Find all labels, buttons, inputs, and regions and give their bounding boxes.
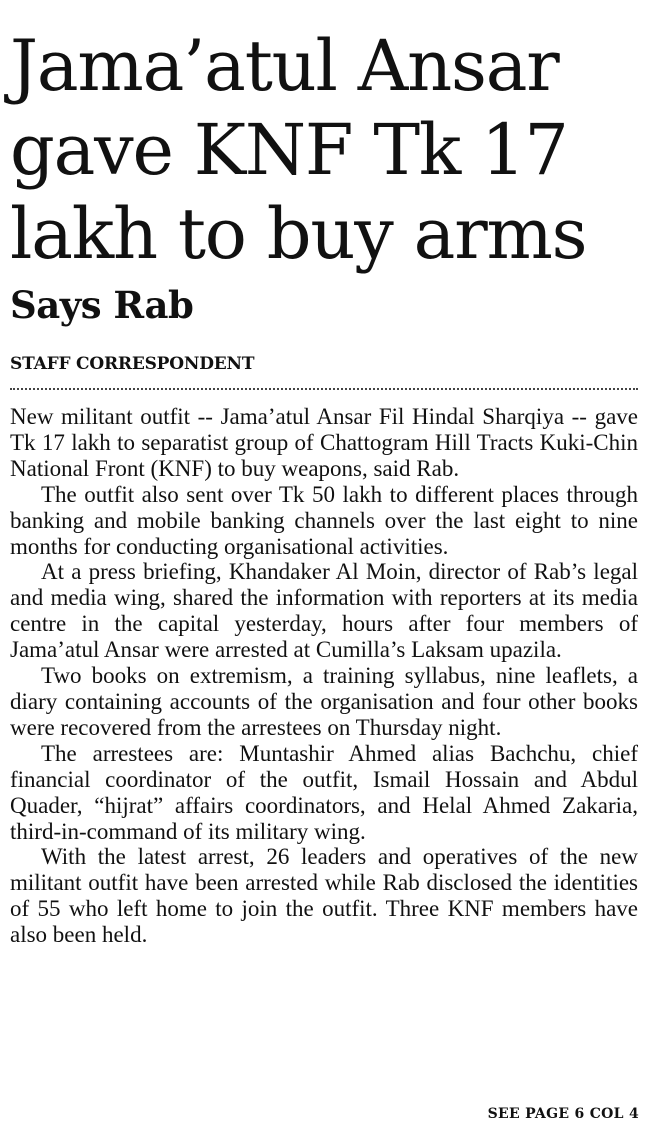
dotted-divider bbox=[10, 388, 638, 390]
paragraph-3: At a press briefing, Khandaker Al Moin, director of Rab’s legal and media wing, shared the information with reporters at its media centre in the capital yesterday, hours after four members of Jama’atul Ansar were arrested at Cumilla’s Laksam upazila. bbox=[10, 559, 638, 663]
headline-line-1: Jama’atul Ansar bbox=[10, 25, 559, 107]
byline: STAFF CORRESPONDENT bbox=[10, 354, 255, 374]
subheadline: Says Rab bbox=[10, 283, 194, 327]
article-body bbox=[10, 404, 638, 948]
paragraph-2: The outfit also sent over Tk 50 lakh to different places through banking and mobile banking channels over the last eight to nine months for conducting organisational activities. bbox=[10, 481, 638, 559]
headline bbox=[10, 24, 640, 276]
continuation-jump-line: SEE PAGE 6 COL 4 bbox=[487, 1106, 639, 1122]
paragraph-5: The arrestees are: Muntashir Ahmed alias Bachchu, chief financial coordinator of the outfit, Ismail Hossain and Abdul Quader, “hijrat” affairs coordinators, and Helal Ahmed Zakaria, third-in-command of its military wing. bbox=[10, 740, 638, 844]
paragraph-1: New militant outfit -- Jama’atul Ansar Fil Hindal Sharqiya -- gave Tk 17 lakh to separatist group of Chattogram Hill Tracts Kuki-Chin National Front (KNF) to buy weapons, said Rab. bbox=[10, 404, 638, 481]
paragraph-6: With the latest arrest, 26 leaders and operatives of the new militant outfit have been arrested while Rab disclosed the identities of 55 who left home to join the outfit. Three KNF members have also been held. bbox=[10, 844, 638, 948]
paragraph-4: Two books on extremism, a training syllabus, nine leaflets, a diary containing accounts of the organisation and four other books were recovered from the arrestees on Thursday night. bbox=[10, 663, 638, 740]
headline-line-3: lakh to buy arms bbox=[10, 193, 587, 275]
headline-line-2: gave KNF Tk 17 bbox=[10, 109, 568, 191]
